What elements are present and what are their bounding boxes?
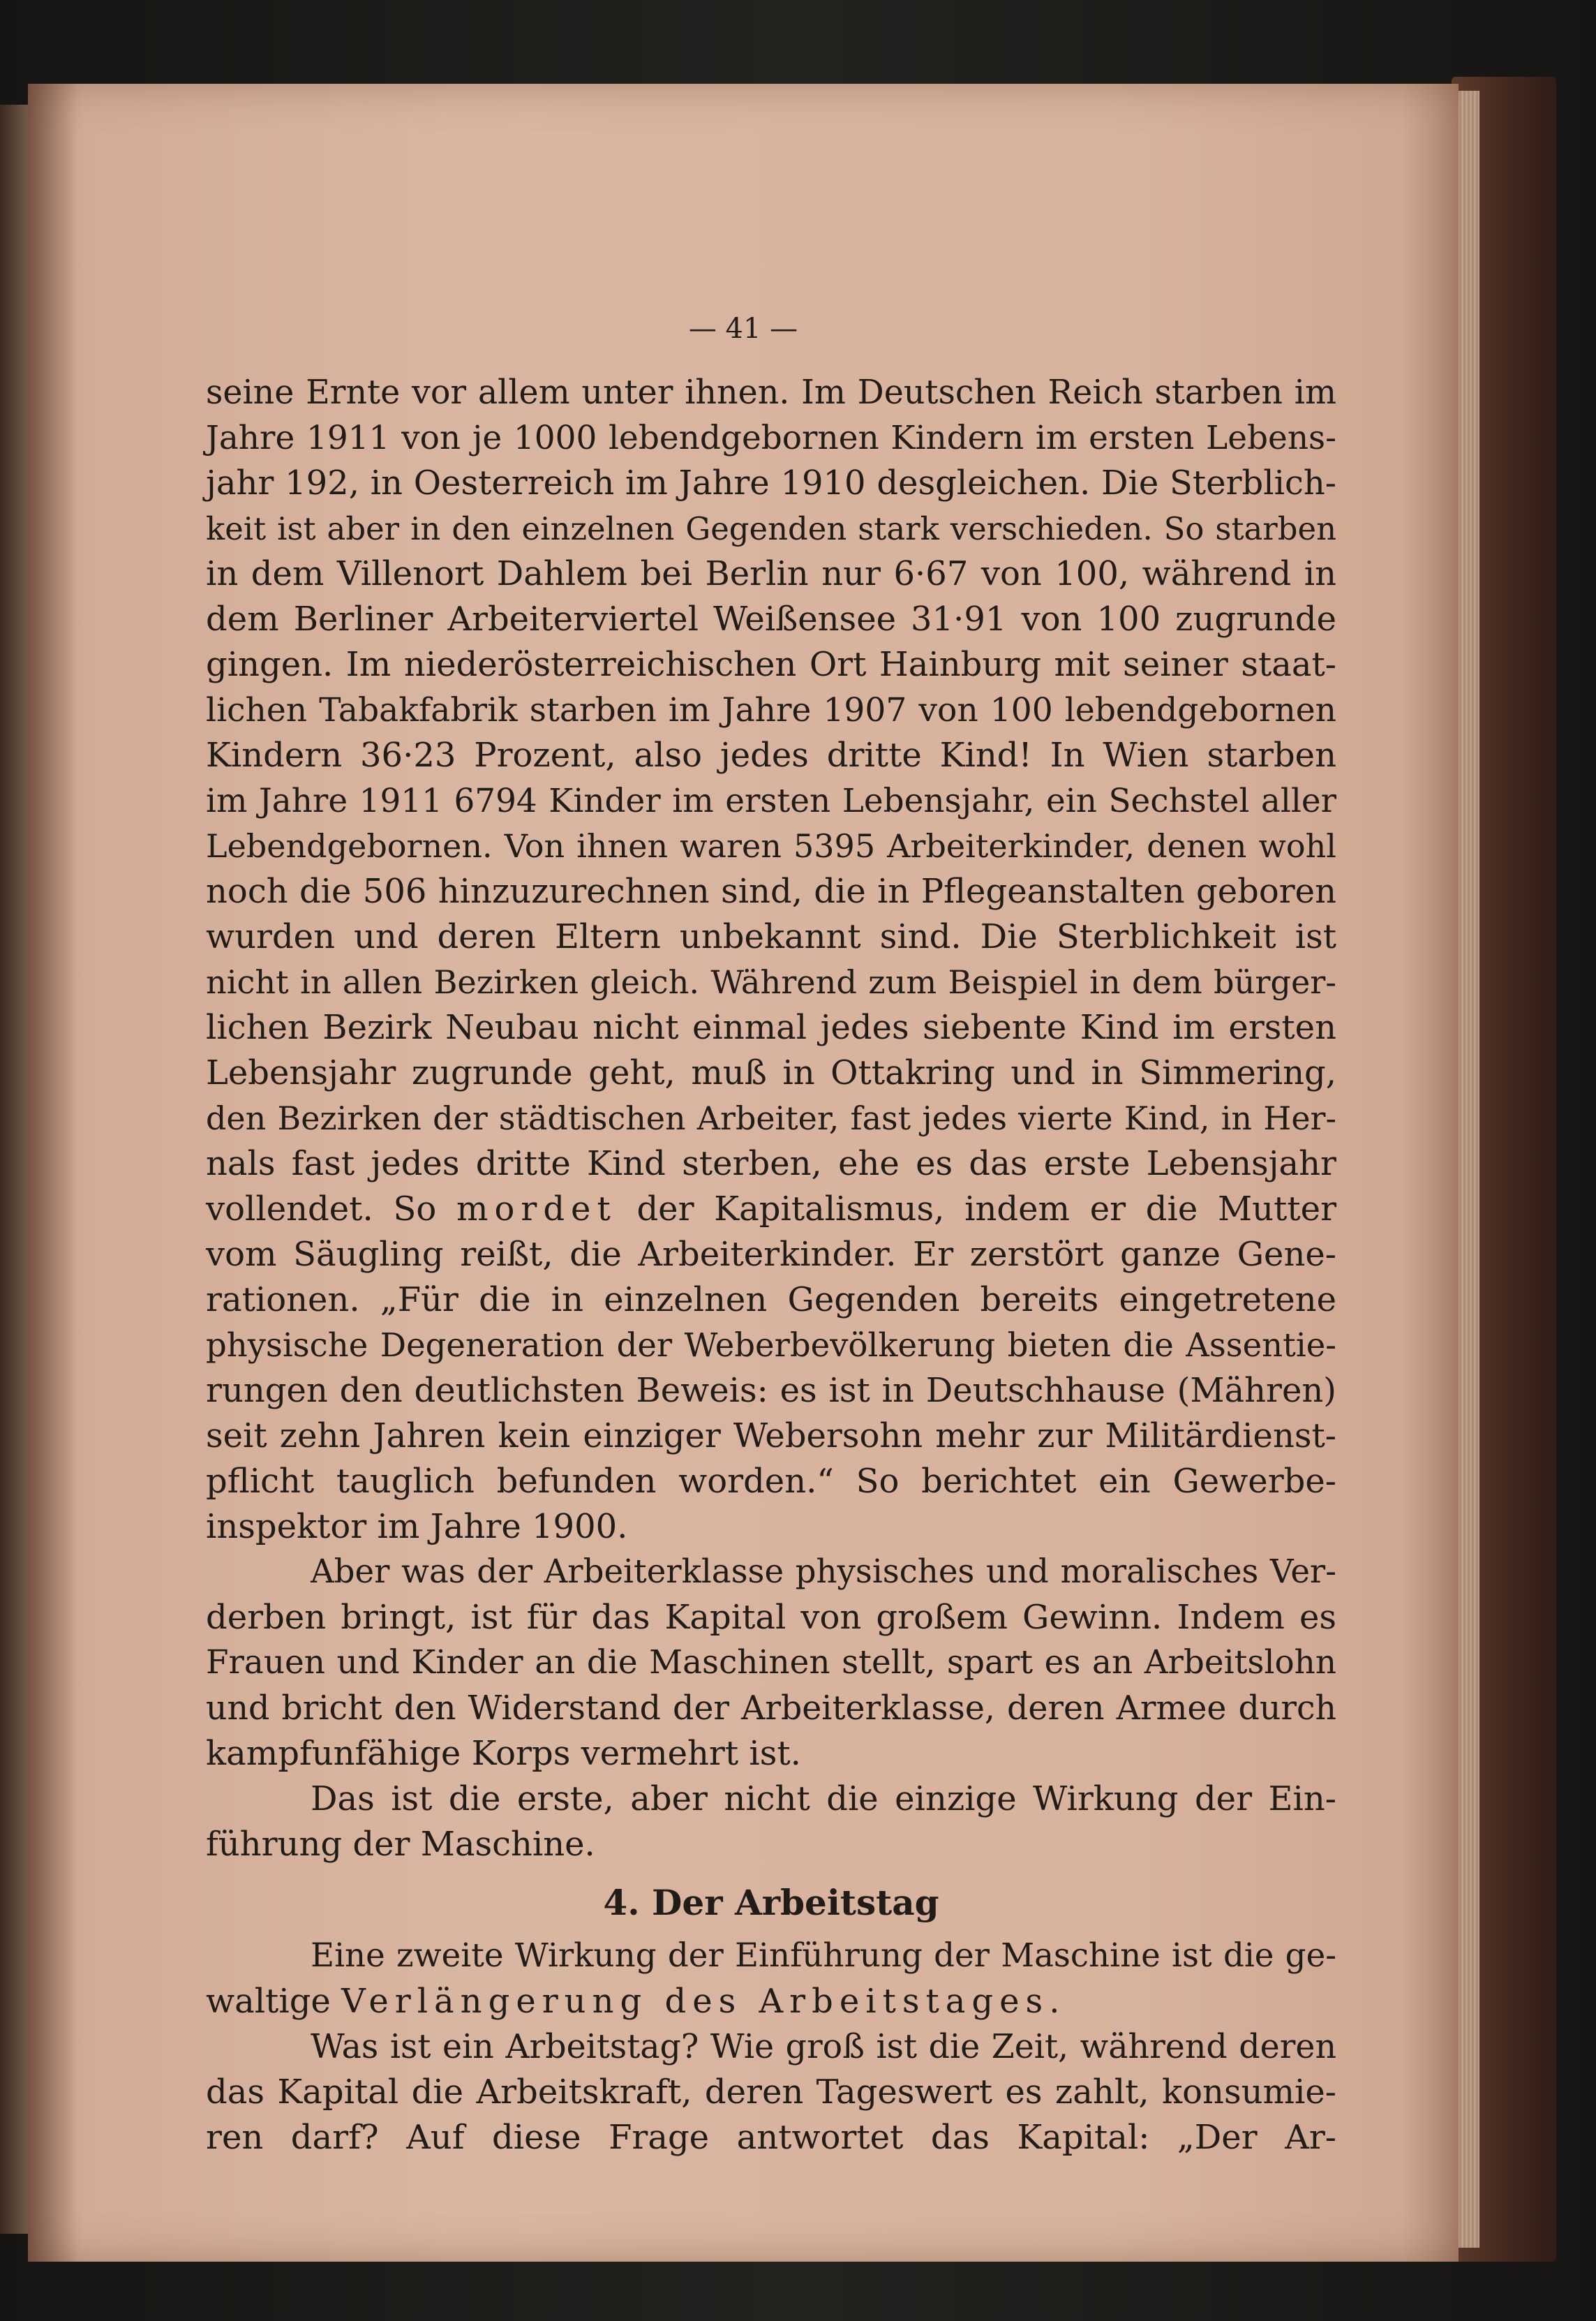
text-line: Lebensjahr zugrunde geht, muß in Ottakring und in Simmering, [206,1053,1336,1092]
text-line: vollendet. So mordet der Kapitalismus, indem er die Mutter [206,1189,1337,1229]
text-line: physische Degeneration der Weberbevölkerung bieten die Assentie- [206,1326,1336,1364]
text-line: Eine zweite Wirkung der Einführung der Maschine ist die ge- [311,1937,1336,1975]
text-line: seit zehn Jahren kein einziger Webersohn mehr zur Militärdienst- [206,1416,1336,1455]
emphasized-phrase: Verlängerung des Arbeitstages [341,1982,1050,2021]
gutter-shadow [28,84,77,2262]
text-line: führung der Maschine. [206,1825,595,1864]
text-line: Lebendgebornen. Von ihnen waren 5395 Arbeiterkinder, denen wohl [206,827,1336,865]
text-line: Frauen und Kinder an die Maschinen stellt, spart es an Arbeitslohn [206,1644,1336,1682]
text-line: lichen Bezirk Neubau nicht einmal jedes siebente Kind im ersten [206,1008,1336,1047]
text-line: lichen Tabakfabrik starben im Jahre 1907 von 100 lebendgebornen [206,691,1336,729]
text-line: dem Berliner Arbeiterviertel Weißensee 31·91 von 100 zugrunde [206,600,1336,639]
text-line: das Kapital die Arbeitskraft, deren Tageswert es zahlt, konsumie- [206,2072,1336,2112]
paragraph [206,1777,1336,1867]
text-line: jahr 192, in Oesterreich im Jahre 1910 desgleichen. Die Sterblich- [206,464,1336,503]
text-line: derben bringt, ist für das Kapital von großem Gewinn. Indem es [206,1598,1336,1637]
page-body [206,370,1336,2160]
text-line: seine Ernte vor allem unter ihnen. Im Deutschen Reich starben im [206,373,1336,412]
paragraph [206,1934,1336,2024]
text-line: Das ist die erste, aber nicht die einzige Wirkung der Ein- [311,1779,1336,1818]
text-line: wurden und deren Eltern unbekannt sind. Die Sterblichkeit ist [206,917,1336,956]
text-line: pflicht tauglich befunden worden.“ So berichtet ein Gewerbe- [206,1462,1336,1501]
text-line: gingen. Im niederösterreichischen Ort Hainburg mit seiner staat- [206,645,1336,684]
text-line: den Bezirken der städtischen Arbeiter, fast jedes vierte Kind, in Her- [206,1099,1336,1137]
text-line: inspektor im Jahre 1900. [206,1507,628,1546]
text-line: Aber was der Arbeiterklasse physisches und moralisches Ver- [311,1553,1336,1591]
book-page [28,84,1459,2262]
emphasized-word: mordet [456,1189,617,1229]
text-line: kampfunfähige Korps vermehrt ist. [206,1734,801,1773]
page-number: — 41 — [688,313,798,345]
text-line: nals fast jedes dritte Kind sterben, ehe es das erste Lebensjahr [206,1144,1336,1183]
text-line: ren darf? Auf diese Frage antwortet das Kapital: „Der Ar- [206,2118,1336,2157]
text-line: Kindern 36·23 Prozent, also jedes dritte Kind! In Wien starben [206,736,1336,775]
text-line: im Jahre 1911 6794 Kinder im ersten Lebensjahr, ein Sechstel aller [206,782,1336,820]
text-line: noch die 506 hinzuzurechnen sind, die in Pflegeanstalten geboren [206,872,1336,911]
text-line: rungen den deutlichsten Beweis: es ist in Deutschhause (Mähren) [206,1371,1336,1410]
text-line: in dem Villenort Dahlem bei Berlin nur 6·67 von 100, während in [206,554,1336,593]
text-line: und bricht den Widerstand der Arbeiterklasse, deren Armee durch [206,1689,1336,1728]
section-heading: 4. Der Arbeitstag [603,1882,939,1923]
text-line: nicht in allen Bezirken gleich. Während zum Beispiel in dem bürger- [206,963,1336,1001]
paragraph [206,370,1336,1550]
text-line: rationen. „Für die in einzelnen Gegenden bereits eingetretene [206,1280,1336,1319]
text-line: keit ist aber in den einzelnen Gegenden stark verschieden. So starben [206,510,1336,547]
paragraph [206,2024,1336,2160]
text-line: Jahre 1911 von je 1000 lebendgebornen Kindern im ersten Lebens- [206,419,1336,457]
paragraph [206,1550,1336,1777]
text-line: Was ist ein Arbeitstag? Wie groß ist die Zeit, während deren [311,2028,1336,2066]
text-line: vom Säugling reißt, die Arbeiterkinder. Er zerstört ganze Gene- [206,1235,1336,1274]
text-line: waltige Verlängerung des Arbeitstages. [206,1982,1060,2021]
